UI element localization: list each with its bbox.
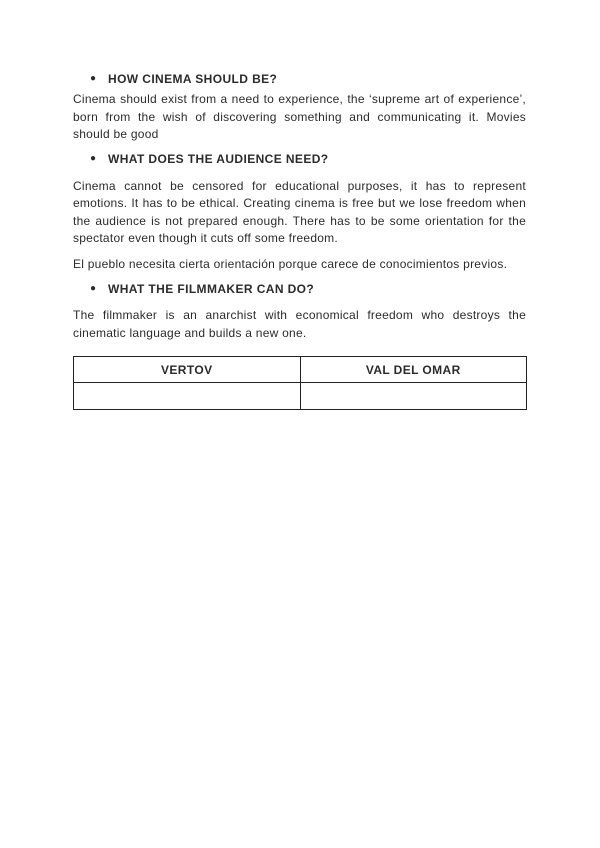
document-page (73, 70, 526, 410)
table-header-row (74, 357, 527, 383)
table-header-vertov: VERTOV (74, 357, 301, 383)
paragraph-audience-spanish: El pueblo necesita cierta orientación porque carece de conocimientos previos. (73, 256, 508, 271)
paragraph-filmmaker: The filmmaker is an anarchist with economical freedom who destroys the cinematic language and builds a new one. (73, 308, 526, 340)
paragraph-audience-need: Cinema cannot be censored for educational purposes, it has to represent emotions. It has to be ethical. Creating cinema is free but we lose freedom when the audience is not prepared enough. There has to be some orientation for the spectator even though it cuts off some freedom. (73, 178, 526, 245)
section-heading-audience-need (73, 150, 526, 168)
table-row (74, 383, 527, 410)
bullet-icon: ● (90, 152, 97, 164)
bullet-icon: ● (90, 283, 97, 294)
paragraph-how-cinema: Cinema should exist from a need to experience, the ‘supreme art of experience’, born from the wish of discovering something and communicating it. Movies should be good (73, 92, 526, 141)
heading-text: WHAT DOES THE AUDIENCE NEED? (108, 151, 329, 166)
heading-text: WHAT THE FILMMAKER CAN DO? (108, 282, 315, 296)
section-heading-filmmaker (73, 280, 526, 298)
heading-text: HOW CINEMA SHOULD BE? (108, 72, 278, 86)
bullet-icon: ● (90, 73, 97, 84)
comparison-table (73, 356, 527, 410)
table-cell (74, 383, 301, 410)
section-heading-how-cinema (73, 70, 526, 88)
table-header-val-del-omar: VAL DEL OMAR (300, 357, 527, 383)
table-cell (300, 383, 527, 410)
